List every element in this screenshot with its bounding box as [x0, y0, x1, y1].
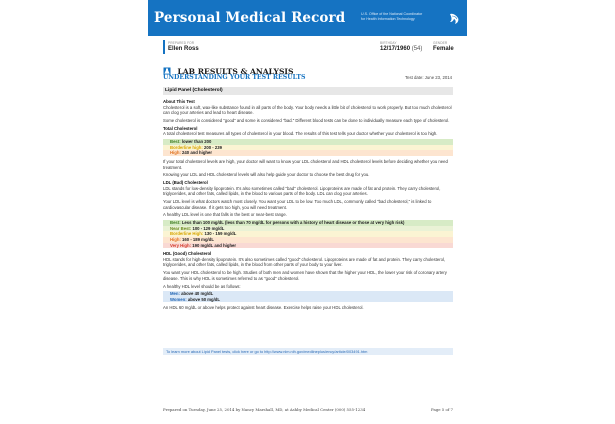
level-row [163, 150, 453, 156]
total-paragraph-1: A total cholesterol test measures all types of cholesterol in your blood. The results of this test tells your doctor whether your cholesterol is too high. [163, 131, 438, 137]
patient-info [163, 40, 453, 55]
panel-title: Lipid Panel (Cholesterol) [163, 87, 453, 95]
onc-organization [361, 12, 445, 21]
patient-accent-bar [163, 40, 165, 54]
gender-block [433, 41, 454, 52]
total-heading: Total Cholesterol [163, 125, 198, 131]
level-row [163, 297, 453, 303]
hhs-eagle-logo [449, 12, 460, 25]
level-row [163, 243, 453, 249]
birthday-value: 12/17/1960 [380, 46, 411, 52]
page-number: Page 5 of 7 [431, 407, 453, 412]
record-header [148, 0, 467, 36]
about-paragraph-2: Some cholesterol is considered "good" and some is considered "bad." Different blood tests can be done to individually measure each type of cholesterol. [163, 117, 450, 123]
level-value: above 50 mg/dL [187, 296, 220, 302]
level-value: 240 and higher [182, 150, 213, 156]
learn-more-link[interactable]: To learn more about Lipid Panel tests, click here or go to http://www.nlm.nih.gov/medlineplus/ency/article/003491.htm [163, 348, 453, 355]
hdl-paragraph-4: An HDL 60 mg/dL or above helps protect against heart disease. Exercise helps raise your HDL cholesterol. [163, 305, 364, 311]
panel-content [163, 97, 453, 313]
level-value: 190 mg/dL and higher [192, 242, 237, 248]
hdl-paragraph-3: A healthy HDL level should be as follows: [163, 283, 241, 289]
about-heading: About This Test [163, 99, 195, 104]
hdl-levels [163, 291, 453, 302]
org-line-2: for Health Information Technology [361, 16, 415, 21]
footer-prepared: Prepared on Tuesday, June 25, 2014 by Nancy Marshall, MD, at Ashby Medical Center (000) 555-1234 [163, 407, 366, 412]
level-value: 100 - 129 mg/dL [192, 225, 225, 231]
level-label: Borderline High: [170, 231, 204, 237]
total-paragraph-2: If your total cholesterol levels are high, your doctor will want to know your LDL cholesterol and HDL cholesterol levels before deciding whether you need treatment. [163, 158, 448, 170]
section-title: LAB RESULTS & ANALYSIS [177, 67, 294, 76]
total-levels [163, 139, 453, 156]
level-value: Less than 100 mg/dL (less than 70 mg/dL for persons with a history of heart disease or those at very high risk) [181, 220, 405, 226]
test-date: Test date: June 23, 2014 [404, 75, 452, 80]
subsection-title: UNDERSTANDING YOUR TEST RESULTS [163, 74, 306, 81]
prepared-for-label: PREPARED FOR [168, 41, 195, 45]
level-label: High: [170, 150, 181, 156]
ldl-paragraph-2: Your LDL level is what doctors watch most closely. You want your LDL to be low. Too much LDL, commonly called "bad cholesterol," is linked to cardiovascular disease. If it gets too high, you will need treatment. [163, 199, 432, 210]
birthday-block [380, 41, 422, 52]
hdl-heading: HDL (Good) Cholesterol [163, 251, 212, 257]
gender-label: GENDER [433, 41, 448, 45]
level-label: Women: [170, 296, 187, 302]
birthday-label: BIRTHDAY [380, 41, 397, 45]
patient-age: (54) [411, 46, 423, 52]
patient-name-block [168, 41, 199, 52]
level-label: Best: [170, 220, 181, 226]
level-label: Men: [170, 291, 180, 297]
org-line-1: U.S. Office of the National Coordinator [361, 12, 423, 16]
section-heading [163, 61, 294, 76]
level-value: 200 - 239 [204, 144, 222, 150]
level-value: lower than 200 [181, 139, 212, 145]
level-label: Borderline high: [170, 144, 203, 150]
ldl-levels [163, 220, 453, 248]
total-paragraph-3: Knowing your LDL and HDL cholesterol levels will also help guide your doctor to choose the best drug for you. [163, 172, 370, 178]
ldl-paragraph-1: LDL stands for low-density lipoprotein. It's also sometimes called "bad" cholesterol. Lipoproteins are made of fat and protein. They carry cholesterol, triglycerides, and other fats, called lipids, in the blood to various parts of the body. LDL can clog your arteries. [163, 185, 441, 197]
document-title: Personal Medical Record [154, 10, 346, 26]
about-paragraph-1: Cholesterol is a soft, wax-like substance found in all parts of the body. Your body needs a little bit of cholesterol to work properly. But too much cholesterol can clog your arteries and lead to heart disease. [163, 104, 452, 116]
patient-name: Ellen Ross [168, 46, 199, 52]
level-value: 130 - 159 mg/dL [204, 231, 237, 237]
ldl-heading: LDL (Bad) Cholesterol [163, 180, 208, 186]
level-label: Near Best: [170, 225, 192, 231]
gender-value: Female [433, 46, 454, 52]
level-value: 160 - 189 mg/dL [182, 236, 214, 242]
hdl-paragraph-2: You want your HDL cholesterol to be high. Studies of both men and women have shown that the higher your HDL, the lower your risk of coronary artery disease. This is why HDL is sometimes referred to as "good" cholesterol. [163, 270, 447, 281]
hdl-paragraph-1: HDL stands for high-density lipoprotein. It's also sometimes called "good" cholesterol. Lipoproteins are made of fat and protein. They carry cholesterol, triglycerides, and other fats, called lipids, in the blood from other parts of your body to your liver. [163, 256, 446, 268]
level-value: above 40 mg/dL [181, 291, 214, 297]
ldl-paragraph-3: A healthy LDL level is one that falls in the best or near-best range. [163, 212, 287, 218]
level-label: Very High: [170, 242, 192, 248]
level-label: Best: [170, 139, 181, 145]
level-label: High: [170, 236, 181, 242]
